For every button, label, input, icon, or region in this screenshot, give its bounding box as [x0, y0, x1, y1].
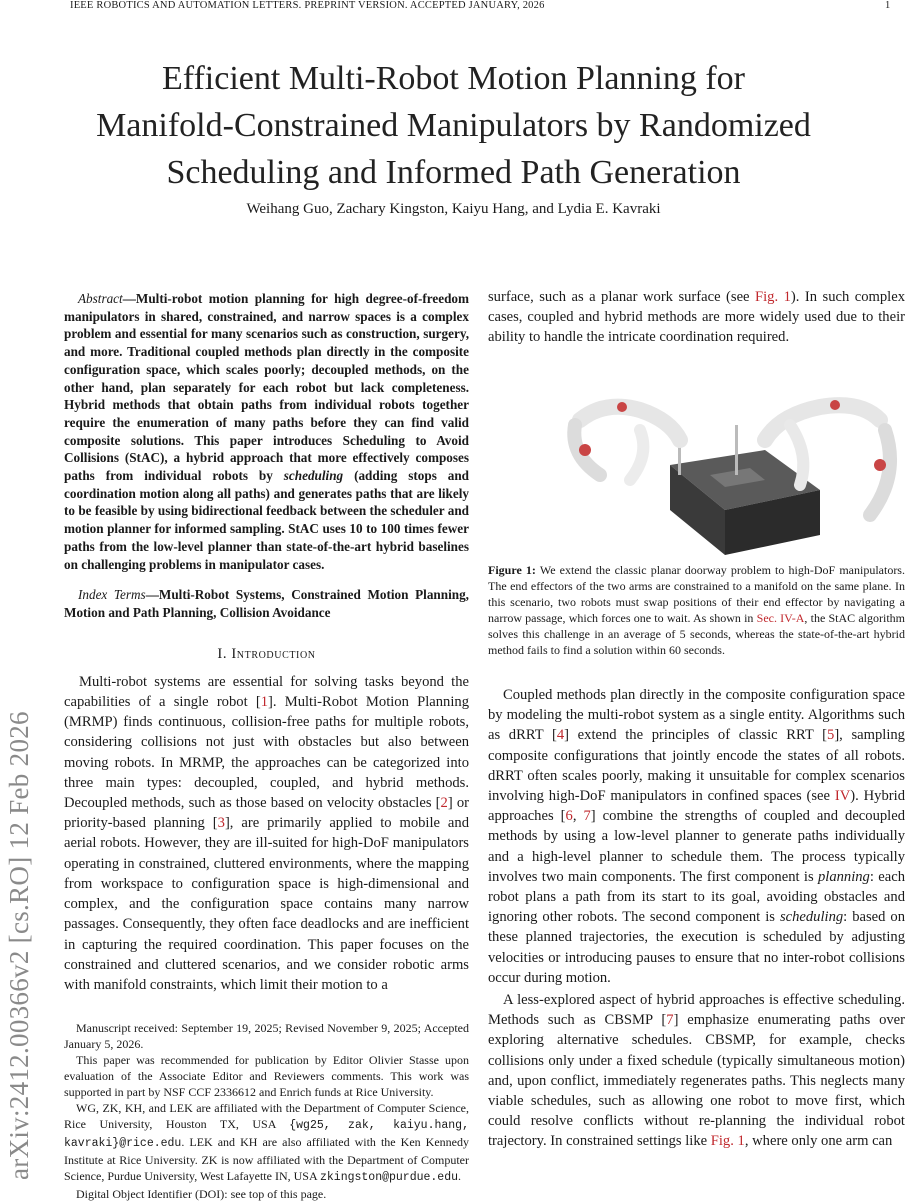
left-robot-ghost [630, 430, 643, 480]
body-text: : based on these planned trajectories, the execution is scheduled by adjusting velocities or introducing pauses to ensure that no inter-robot collisions occur during motion. [488, 909, 905, 986]
body-text: , where only one arm can [744, 1133, 893, 1150]
body-text: ], sampling composite configurations that jointly encode the states of all robots. dRRT often scales poorly, making it unsuitable for complex scenarios involving high-DoF manipulators in confined spaces (see [488, 727, 905, 805]
title-line-2: Manifold-Constrained Manipulators by Randomized [96, 107, 811, 144]
citation-link[interactable]: 6 [565, 808, 573, 825]
intro-paragraph [64, 672, 469, 995]
section-heading-introduction [64, 644, 469, 664]
body-text: : each robot plans a path from its start to its goal, avoiding obstacles and ignoring other robots. The second component is [488, 868, 905, 926]
abstract-emphasis: scheduling [283, 468, 344, 484]
right-robot-arm [765, 405, 880, 440]
footnote-editor: This paper was recommended for publication by Editor Olivier Stasse upon evaluation of the Associate Editor and Reviewers comments. This work was supported in part by NSF CCF 2336612 and Enrich funds at Rice University. [64, 1053, 469, 1099]
footnote-doi: Digital Object Identifier (DOI): see top of this page. [76, 1187, 327, 1201]
caption-label: Figure 1: [488, 563, 536, 577]
body-text: Coupled methods plan directly in the composite configuration space by modeling the multi-robot system as a single entity. Algorithms such as dRRT [ [488, 687, 905, 744]
body-text: ] emphasize enumerating paths over exploring alternative schedules. CBSMP, for example, checks collisions only under a fixed schedule (typically simultaneous motion) and, upon conflict, immediately regenerates paths. This neglects many viable schedules, such as allowing one robot to move first, which could resolve conflicts without re-planning the individual robot trajectory. In constrained settings like [488, 1012, 905, 1150]
left-column [64, 290, 469, 995]
abstract-text-1: —Multi-robot motion planning for high degree-of-freedom manipulators in shared, constrained, and narrow spaces is a complex problem and essential for many scenarios such as construction, surgery, and more. Traditional coupled methods plan directly in the composite configuration space, which scales poorly; decoupled methods, on the other hand, plan separately for each robot but lack completeness. Hybrid methods that obtain paths from individual robots together require the enumeration of many paths before they can find valid composite solutions. This paper introduces Scheduling to Avoid Collisions (StAC), a hybrid approach that more effectively composes paths from individual robots by [64, 291, 469, 484]
intro-text: Multi-robot systems are essential for solving tasks beyond the capabilities of a single robot [ [64, 673, 469, 711]
robot-joint [874, 459, 886, 471]
section-number: I. [217, 645, 228, 662]
continued-paragraph [488, 287, 905, 348]
body-text: ] extend the principles of classic RRT [ [564, 727, 828, 744]
intro-text: ] or priority-based planning [ [64, 795, 469, 832]
footnote-text: . LEK and KH are also affiliated with the Ken Kennedy Institute at Rice University. ZK is now affiliated with the Department of Computer Science, Purdue University, West Lafayette IN, USA [64, 1135, 469, 1183]
paper-title [30, 55, 877, 196]
index-terms-text: —Multi-Robot Systems, Constrained Motion Planning, Motion and Path Planning, Collision Avoidance [64, 587, 469, 620]
abstract [64, 290, 469, 573]
index-terms [64, 586, 469, 621]
body-text: ] combine the strengths of coupled and decoupled methods by using a low-level planner to generate paths individually and a high-level planner to schedule them. The process typically involves two main components. The first component is [488, 808, 905, 885]
title-line-1: Efficient Multi-Robot Motion Planning for [162, 60, 745, 97]
footnotes [64, 1020, 469, 1202]
scheduling-paragraph [488, 990, 905, 1152]
abstract-lead: Abstract [78, 291, 123, 306]
title-line-3: Scheduling and Informed Path Generation [166, 154, 741, 191]
citation-link[interactable]: 1 [260, 694, 268, 711]
body-text: surface, such as a planar work surface (see [488, 289, 756, 305]
body-text: ). In such complex cases, coupled and hybrid methods are more widely used due to their ability to handle the intricate coordination required. [488, 289, 905, 346]
figure-link[interactable]: Fig. 1 [710, 1133, 745, 1150]
right-column-body [488, 685, 905, 1152]
citation-link[interactable]: 4 [556, 727, 565, 744]
section-title: Introduction [231, 645, 316, 662]
abstract-text-2: (adding stops and coordination motion along all paths) and generates paths that are likely to be feasible by using bidirectional feedback between the scheduler and motion planner for informed sampling. StAC uses 10 to 100 times fewer paths from the low-level planner than state-of-the-art hybrid baselines on challenging problems in manipulator cases. [64, 468, 470, 572]
intro-text: ], are primarily applied to mobile and aerial robots. However, they are ill-suited for high-DoF manipulators operating in constrained, cluttered environments, where the mapping from workspace to configuration space is high-dimensional and complex, and the configuration space contains many narrow passages. Consequently, they often face deadlocks and are inefficient in capturing the required coordination. This paper focuses on the constrained and cluttered scenarios, and we consider robotic arms with manifold constraints, which limit their motion to a [64, 815, 469, 993]
email-address[interactable]: {wg25, zak, kaiyu.hang, kavraki}@rice.edu [64, 1119, 469, 1150]
section-link[interactable]: Sec. IV-A [756, 611, 805, 625]
robot-joint [830, 400, 840, 410]
body-text: , [572, 808, 584, 825]
left-robot-arm [580, 407, 680, 440]
email-address[interactable]: zkingston@purdue.edu [319, 1171, 459, 1184]
figure-1 [560, 395, 905, 565]
emphasis-text: planning [817, 868, 870, 885]
citation-link[interactable]: 7 [666, 1012, 674, 1029]
right-column-top [488, 287, 905, 348]
footnote-affiliation [64, 1100, 469, 1186]
intro-text: ]. Multi-Robot Motion Planning (MRMP) finds continuous, collision-free paths for multiple robots, considering collisions not just with obstacles but also between moving robots. In MRMP, the approaches can be categorized into three main types: decoupled, coupled, and hybrid methods. Decoupled methods, such as those based on velocity obstacles [ [64, 694, 470, 812]
footnote-text: . [458, 1169, 462, 1183]
page-number: 1 [885, 0, 891, 11]
robot-arms-doorway-figure [560, 395, 905, 565]
body-text: ). Hybrid approaches [ [488, 788, 905, 825]
figure-caption [488, 562, 905, 658]
figure-link[interactable]: Fig. 1 [755, 289, 791, 305]
arxiv-stamp: arXiv:2412.00366v2 [cs.RO] 12 Feb 2026 [4, 711, 34, 1180]
robot-joint [579, 444, 591, 456]
citation-link[interactable]: 7 [583, 808, 591, 825]
running-header: IEEE ROBOTICS AND AUTOMATION LETTERS. PREPRINT VERSION. ACCEPTED JANUARY, 2026 [70, 0, 545, 11]
emphasis-text: scheduling [779, 909, 844, 926]
citation-link[interactable]: 2 [440, 795, 448, 812]
section-link[interactable]: IV [834, 788, 851, 805]
citation-link[interactable]: 5 [827, 727, 835, 744]
pole [735, 425, 738, 475]
right-robot-base [870, 430, 890, 515]
footnote-received: Manuscript received: September 19, 2025; Revised November 9, 2025; Accepted January 5, 2026. [64, 1021, 469, 1051]
citation-link[interactable]: 3 [217, 815, 225, 832]
caption-text: We extend the classic planar doorway problem to high-DoF manipulators. The end effectors of the two arms are constrained to a manifold on the same plane. In this scenario, two robots must swap positions of their end effector by navigating a narrow passage, which forces one to wait. As shown in [488, 563, 905, 625]
body-text: A less-explored aspect of hybrid approaches is effective scheduling. Methods such as CBSMP [ [488, 992, 905, 1029]
authors: Weihang Guo, Zachary Kingston, Kaiyu Hang, and Lydia E. Kavraki [246, 201, 661, 217]
index-terms-lead: Index Terms [78, 587, 146, 603]
footnote-text: WG, ZK, KH, and LEK are affiliated with the Department of Computer Science, Rice University, Houston TX, USA [64, 1101, 469, 1131]
robot-joint [617, 402, 627, 412]
caption-text: , the StAC algorithm solves this challenge in an average of 5 seconds, whereas the state-of-the-art hybrid method fails to find a solution within 60 seconds. [488, 611, 906, 657]
coupled-methods-paragraph [488, 685, 905, 988]
